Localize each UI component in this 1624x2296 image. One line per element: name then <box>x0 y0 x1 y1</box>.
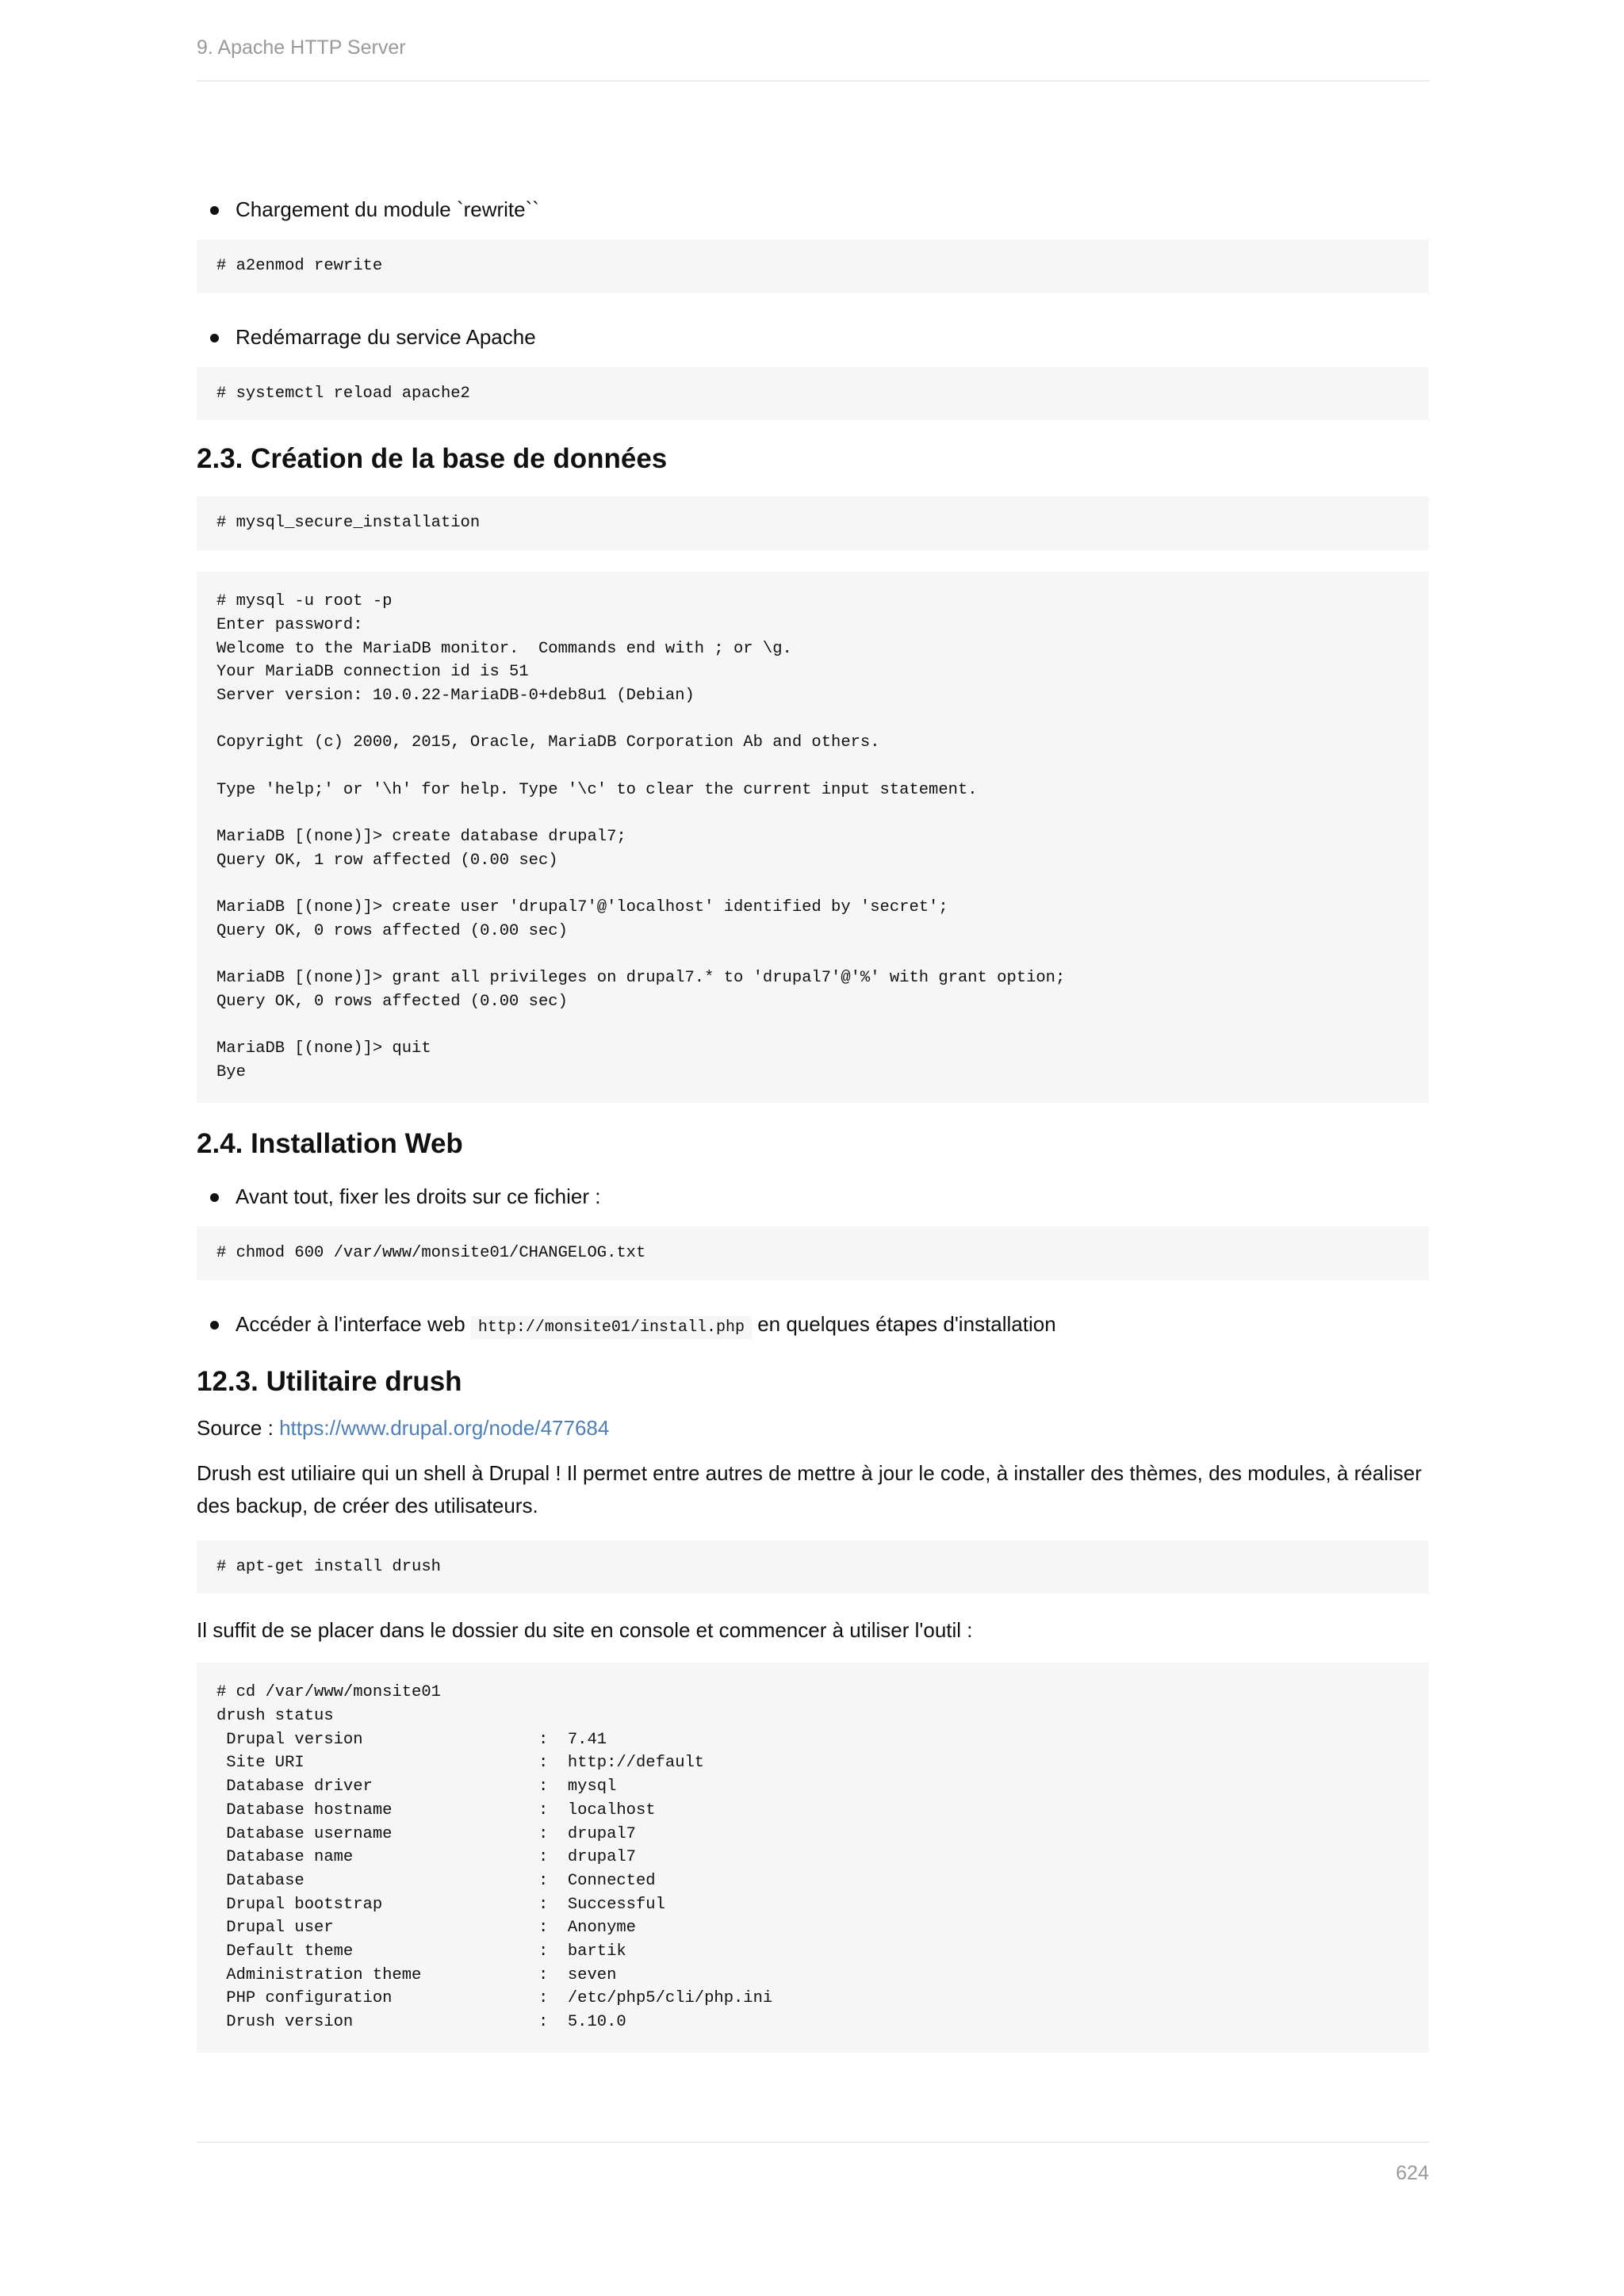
code-block-reload-apache: # systemctl reload apache2 <box>197 367 1429 421</box>
running-header: 9. Apache HTTP Server <box>197 36 406 59</box>
drush-usage-text: Il suffit de se placer dans le dossier du site en console et commencer à utiliser l'outil : <box>197 1618 973 1643</box>
code-block-drush-status: # cd /var/www/monsite01 drush status Drupal version : 7.41 Site URI : http://default Database driver : mysql Database hostname : localhost Database username : drupal7 Database name : drupal7 Database : Connected Drupal bootstrap : Successful Drupal user : Anonyme Default theme : bartik Administration theme : seven PHP configuration : /etc/php5/cli/php.ini Drush version : 5.10.0 <box>197 1663 1429 2053</box>
web-interface-text-end: en quelques étapes d'installation <box>751 1311 1056 1336</box>
page-content <box>197 187 1429 2076</box>
section-heading-web-install: 2.4. Installation Web <box>197 1127 463 1159</box>
code-block-mysql-session: # mysql -u root -p Enter password: Welcome to the MariaDB monitor. Commands end with ; or \g. Your MariaDB connection id is 51 Server version: 10.0.22-MariaDB-0+deb8u1 (Debian) Copyright (c) 2000, 2015, Oracle, MariaDB Corporation Ab and others. Type 'help;' or '\h' for help. Type '\c' to clear the current input statement. MariaDB [(none)]> create database drupal7; Query OK, 1 row affected (0.00 sec) MariaDB [(none)]> create user 'drupal7'@'localhost' identified by 'secret'; Query OK, 0 rows affected (0.00 sec) MariaDB [(none)]> grant all privileges on drupal7.* to 'drupal7'@'%' with grant option; Query OK, 0 rows affected (0.00 sec) MariaDB [(none)]> quit Bye <box>197 572 1429 1103</box>
page-number: 624 <box>1396 2162 1429 2184</box>
section-heading-drush: 12.3. Utilitaire drush <box>197 1365 462 1397</box>
footer-divider <box>197 2141 1429 2143</box>
source-label: Source : <box>197 1415 280 1440</box>
header-divider <box>197 80 1429 82</box>
web-interface-text-start: Accéder à l'interface web <box>236 1311 471 1336</box>
code-block-chmod: # chmod 600 /var/www/monsite01/CHANGELOG.txt <box>197 1226 1429 1280</box>
code-block-apt-install-drush: # apt-get install drush <box>197 1540 1429 1594</box>
list-item-web-interface <box>197 1302 1429 1350</box>
source-link[interactable]: https://www.drupal.org/node/477684 <box>279 1415 610 1440</box>
drush-description: Drush est utiliaire qui un shell à Drupal ! Il permet entre autres de mettre à jour le code, à installer des thèmes, des modules, à réaliser des backup, de créer des utilisateurs. <box>197 1460 1422 1517</box>
code-block-a2enmod: # a2enmod rewrite <box>197 239 1429 293</box>
list-item-restart-apache: Redémarrage du service Apache <box>197 315 1429 359</box>
install-url-code: http://monsite01/install.php <box>471 1316 752 1339</box>
source-line <box>197 1412 1429 1445</box>
list-item-load-rewrite: Chargement du module `rewrite`` <box>197 187 1429 232</box>
code-block-mysql-secure: # mysql_secure_installation <box>197 496 1429 550</box>
section-heading-database: 2.3. Création de la base de données <box>197 443 668 475</box>
list-item-fix-permissions: Avant tout, fixer les droits sur ce fichier : <box>197 1174 1429 1219</box>
